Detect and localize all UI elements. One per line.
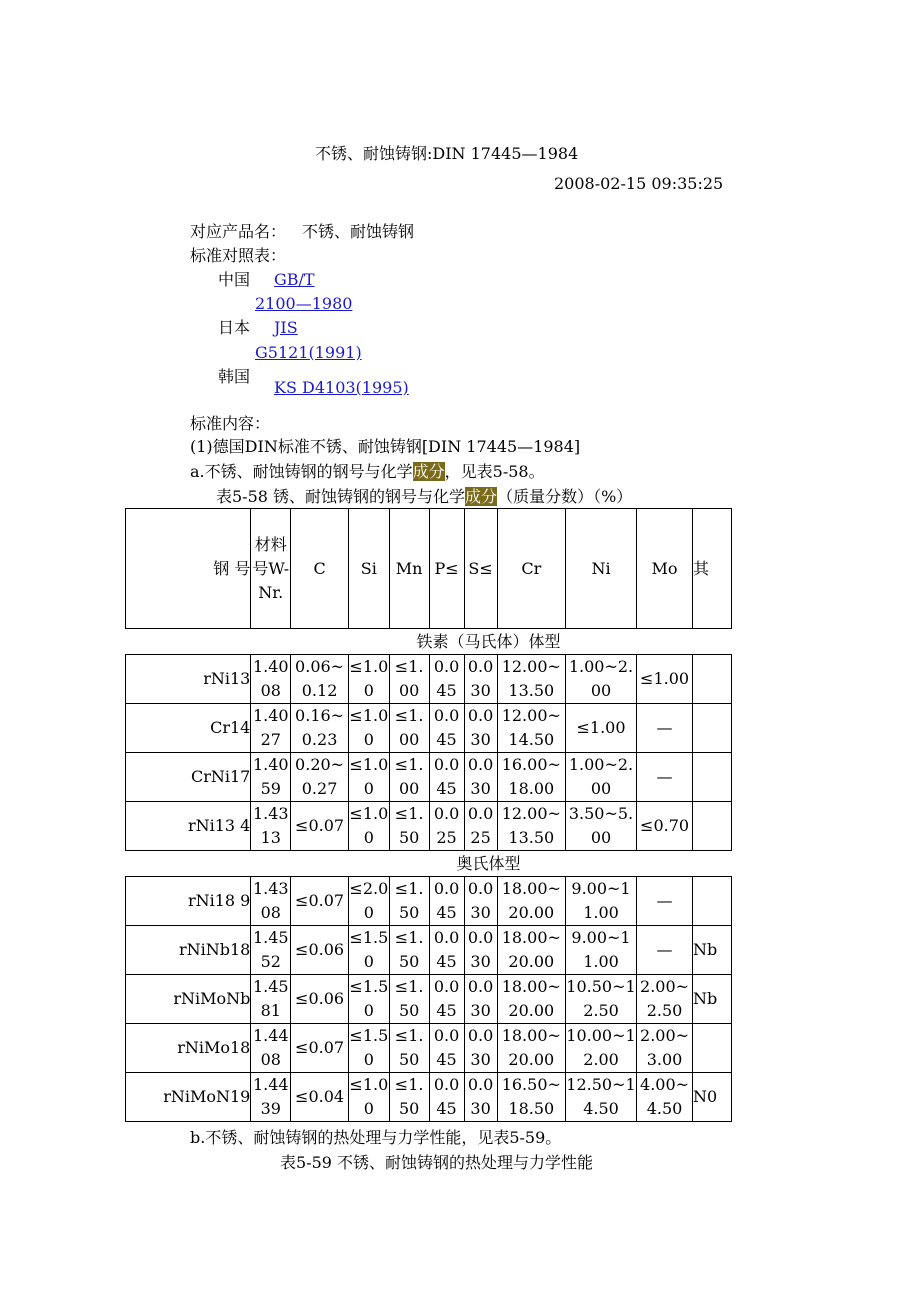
table-cell: 2.00~2.50 (637, 975, 693, 1024)
table-cell: ≤1.50 (348, 926, 389, 975)
table-cell: Nb (693, 975, 732, 1024)
steel-grade-cell: rNi13 4 (126, 802, 251, 851)
steel-grade-cell: rNiMoN19 (126, 1073, 251, 1122)
table-cell: 0.045 (429, 1073, 464, 1122)
table-cell: 16.50~18.50 (497, 1073, 565, 1122)
table-cell: 0.030 (464, 655, 497, 704)
table-cell: ≤1.50 (389, 1073, 429, 1122)
table-cell: 12.00~14.50 (497, 704, 565, 753)
steel-grade-cell: rNi18 9 (126, 877, 251, 926)
table-cell: 0.025 (429, 802, 464, 851)
table-header-cell: Cr (497, 509, 565, 629)
table-cell: ≤1.00 (637, 655, 693, 704)
table-cell: 1.00~2.00 (565, 753, 636, 802)
table-cell: ≤1.00 (389, 753, 429, 802)
table-cell: 10.50~12.50 (565, 975, 636, 1024)
table-cell: 1.4552 (251, 926, 291, 975)
table-cell: 9.00~11.00 (565, 926, 636, 975)
table-cell: N0 (693, 1073, 732, 1122)
table-section-title: 铁素（马氏体）体型 (126, 629, 732, 655)
table-cell: Nb (693, 926, 732, 975)
table-cell: 0.030 (464, 877, 497, 926)
table-caption: 表5-58 锈、耐蚀铸钢的钢号与化学成分（质量分数）（%） (216, 487, 633, 506)
steel-grade-cell: CrNi17 (126, 753, 251, 802)
table-row (126, 1024, 732, 1073)
table-row (126, 802, 732, 851)
paragraph-a: a.不锈、耐蚀铸钢的钢号与化学成分，见表5-58。 (190, 462, 545, 481)
product-name: 不锈、耐蚀铸钢 (302, 222, 415, 241)
section-heading-1: (1)德国DIN标准不锈、耐蚀铸钢[DIN 17445—1984] (190, 437, 581, 456)
page-title: 不锈、耐蚀铸钢:DIN 17445—1984 (315, 144, 579, 163)
table-header-cell: Si (348, 509, 389, 629)
table-cell (693, 753, 732, 802)
table-cell: 0.045 (429, 704, 464, 753)
table-cell (693, 802, 732, 851)
table-header-row (126, 509, 732, 629)
table-cell: 0.045 (429, 877, 464, 926)
table-cell: 1.4581 (251, 975, 291, 1024)
table-cell: 18.00~20.00 (497, 1024, 565, 1073)
product-label: 对应产品名： 不锈、耐蚀铸钢 (190, 222, 415, 241)
table-cell: ≤1.00 (348, 1073, 389, 1122)
standard-link-ks[interactable]: KS D4103(1995) (274, 378, 409, 397)
table-cell: ≤0.07 (291, 877, 349, 926)
table-cell: 0.06~0.12 (291, 655, 349, 704)
table-cell: ≤1.00 (348, 655, 389, 704)
table-cell: 0.045 (429, 655, 464, 704)
standards-label: 标准对照表： (190, 246, 287, 265)
table-cell: 0.030 (464, 1073, 497, 1122)
table-header-cell: Mo (637, 509, 693, 629)
table-row (126, 704, 732, 753)
table-cell: 2.00~3.00 (637, 1024, 693, 1073)
composition-table-viewport (163, 508, 732, 1128)
table-cell: 0.045 (429, 753, 464, 802)
table-cell: 1.4059 (251, 753, 291, 802)
table-cell: ≤1.00 (389, 655, 429, 704)
table-header-cell: Ni (565, 509, 636, 629)
table-cell: ≤0.06 (291, 975, 349, 1024)
table-cell: 0.045 (429, 926, 464, 975)
table-row (126, 975, 732, 1024)
table-cell: ≤0.07 (291, 802, 349, 851)
table-cell: ≤1.50 (389, 975, 429, 1024)
table-cell: 16.00~18.00 (497, 753, 565, 802)
table-cell: ≤0.07 (291, 1024, 349, 1073)
table-cell: 12.00~13.50 (497, 655, 565, 704)
table-cell: ≤1.00 (565, 704, 636, 753)
standard-link-jis-number[interactable]: G5121(1991) (255, 343, 362, 362)
standard-link-jis[interactable]: JIS (274, 318, 298, 337)
table-cell: ≤1.00 (348, 704, 389, 753)
table-row (126, 753, 732, 802)
table-cell: 0.030 (464, 753, 497, 802)
table-row (126, 655, 732, 704)
table-header-cell: Mn (389, 509, 429, 629)
table-cell: 12.50~14.50 (565, 1073, 636, 1122)
table-row (126, 1073, 732, 1122)
table-cell (693, 704, 732, 753)
table-cell: ≤1.00 (348, 753, 389, 802)
table-row (126, 926, 732, 975)
table-cell: — (637, 926, 693, 975)
table-cell: 1.4439 (251, 1073, 291, 1122)
table-cell: 1.00~2.00 (565, 655, 636, 704)
table-cell: ≤1.50 (389, 877, 429, 926)
timestamp: 2008-02-15 09:35:25 (554, 174, 724, 193)
table-header-cell: 材料号W-Nr. (251, 509, 291, 629)
table-cell: — (637, 753, 693, 802)
table-cell: 0.030 (464, 926, 497, 975)
table-cell: ≤0.06 (291, 926, 349, 975)
highlight: 成分 (465, 487, 498, 506)
table-header-cell: S≤ (464, 509, 497, 629)
table-cell: ≤1.50 (348, 975, 389, 1024)
table-header-cell: C (291, 509, 349, 629)
table-cell: ≤1.50 (389, 802, 429, 851)
table-header-cell: P≤ (429, 509, 464, 629)
table-cell: 9.00~11.00 (565, 877, 636, 926)
table-cell: ≤1.00 (389, 704, 429, 753)
table-section-title: 奥氏体型 (126, 851, 732, 877)
table-cell: 3.50~5.00 (565, 802, 636, 851)
highlight: 成分 (412, 462, 445, 481)
table2-caption: 表5-59 不锈、耐蚀铸钢的热处理与力学性能 (280, 1153, 594, 1172)
table-cell (693, 655, 732, 704)
steel-grade-cell: rNiMo18 (126, 1024, 251, 1073)
paragraph-b: b.不锈、耐蚀铸钢的热处理与力学性能，见表5-59。 (190, 1128, 562, 1147)
composition-table (125, 508, 732, 1122)
table-cell: ≤2.00 (348, 877, 389, 926)
table-cell: ≤1.50 (389, 926, 429, 975)
table-section-row (126, 851, 732, 877)
standard-country-japan: 日本 (218, 318, 251, 337)
standard-link-gbt-number[interactable]: 2100—1980 (255, 294, 353, 313)
table-cell: 0.045 (429, 975, 464, 1024)
table-cell: 18.00~20.00 (497, 926, 565, 975)
table-header-cell: 其 (693, 509, 732, 629)
table-cell: 0.030 (464, 1024, 497, 1073)
table-cell: 12.00~13.50 (497, 802, 565, 851)
table-cell: 0.030 (464, 975, 497, 1024)
steel-grade-cell: rNi13 (126, 655, 251, 704)
content-label: 标准内容： (190, 414, 271, 433)
table-cell: 1.4408 (251, 1024, 291, 1073)
table-cell: ≤1.50 (348, 1024, 389, 1073)
table-header-cell: 钢 号 (126, 509, 251, 629)
table-cell: — (637, 877, 693, 926)
table-cell: 10.00~12.00 (565, 1024, 636, 1073)
table-cell: — (637, 704, 693, 753)
table-cell: 1.4308 (251, 877, 291, 926)
table-cell: ≤0.70 (637, 802, 693, 851)
table-cell: 0.025 (464, 802, 497, 851)
table-cell: 1.4008 (251, 655, 291, 704)
table-cell: 0.045 (429, 1024, 464, 1073)
table-cell: 1.4313 (251, 802, 291, 851)
table-cell: ≤1.50 (389, 1024, 429, 1073)
table-cell: 18.00~20.00 (497, 975, 565, 1024)
table-cell (693, 877, 732, 926)
table-cell: ≤0.04 (291, 1073, 349, 1122)
table-cell: 4.00~4.50 (637, 1073, 693, 1122)
standard-country-china: 中国 (218, 270, 251, 289)
steel-grade-cell: rNiMoNb (126, 975, 251, 1024)
steel-grade-cell: Cr14 (126, 704, 251, 753)
table-cell: ≤1.00 (348, 802, 389, 851)
steel-grade-cell: rNiNb18 (126, 926, 251, 975)
table-section-row (126, 629, 732, 655)
standard-country-korea: 韩国 (218, 367, 251, 386)
standard-link-gbt[interactable]: GB/T (274, 270, 315, 289)
table-cell: 1.4027 (251, 704, 291, 753)
table-cell: 18.00~20.00 (497, 877, 565, 926)
table-row (126, 877, 732, 926)
table-cell: 0.20~0.27 (291, 753, 349, 802)
table-cell: 0.030 (464, 704, 497, 753)
table-cell (693, 1024, 732, 1073)
table-cell: 0.16~0.23 (291, 704, 349, 753)
